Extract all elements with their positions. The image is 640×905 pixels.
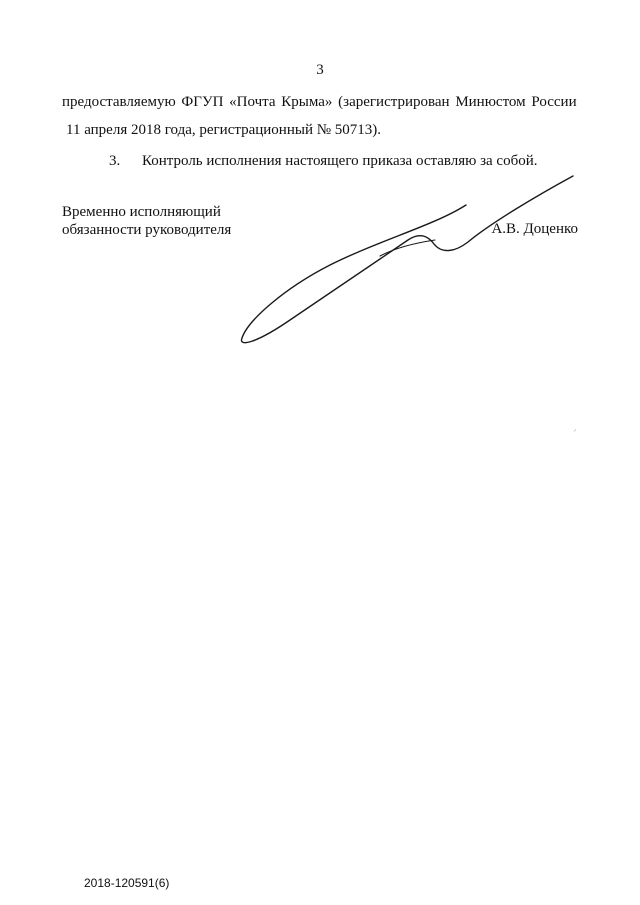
signatory-position-line-1: Временно исполняющий xyxy=(62,204,221,220)
list-item-3 xyxy=(109,153,538,170)
list-item-text: Контроль исполнения настоящего приказа оставляю за собой. xyxy=(142,153,538,169)
scan-speck xyxy=(574,429,579,434)
signatory-position-line-2: обязанности руководителя xyxy=(62,222,232,238)
paragraph-line-2: 11 апреля 2018 года, регистрационный № 50713). xyxy=(66,122,382,138)
signatory-position xyxy=(62,203,231,239)
paragraph-line-1: предоставляемую ФГУП «Почта Крыма» (зарегистрирован Минюстом России xyxy=(62,94,577,110)
handwritten-signature xyxy=(230,170,590,350)
signature-stroke-main xyxy=(241,176,573,343)
list-item-number: 3. xyxy=(109,153,121,169)
signatory-name: А.В. Доценко xyxy=(491,221,578,237)
page-number: 3 xyxy=(316,62,324,78)
document-code: 2018-120591(6) xyxy=(84,876,170,890)
